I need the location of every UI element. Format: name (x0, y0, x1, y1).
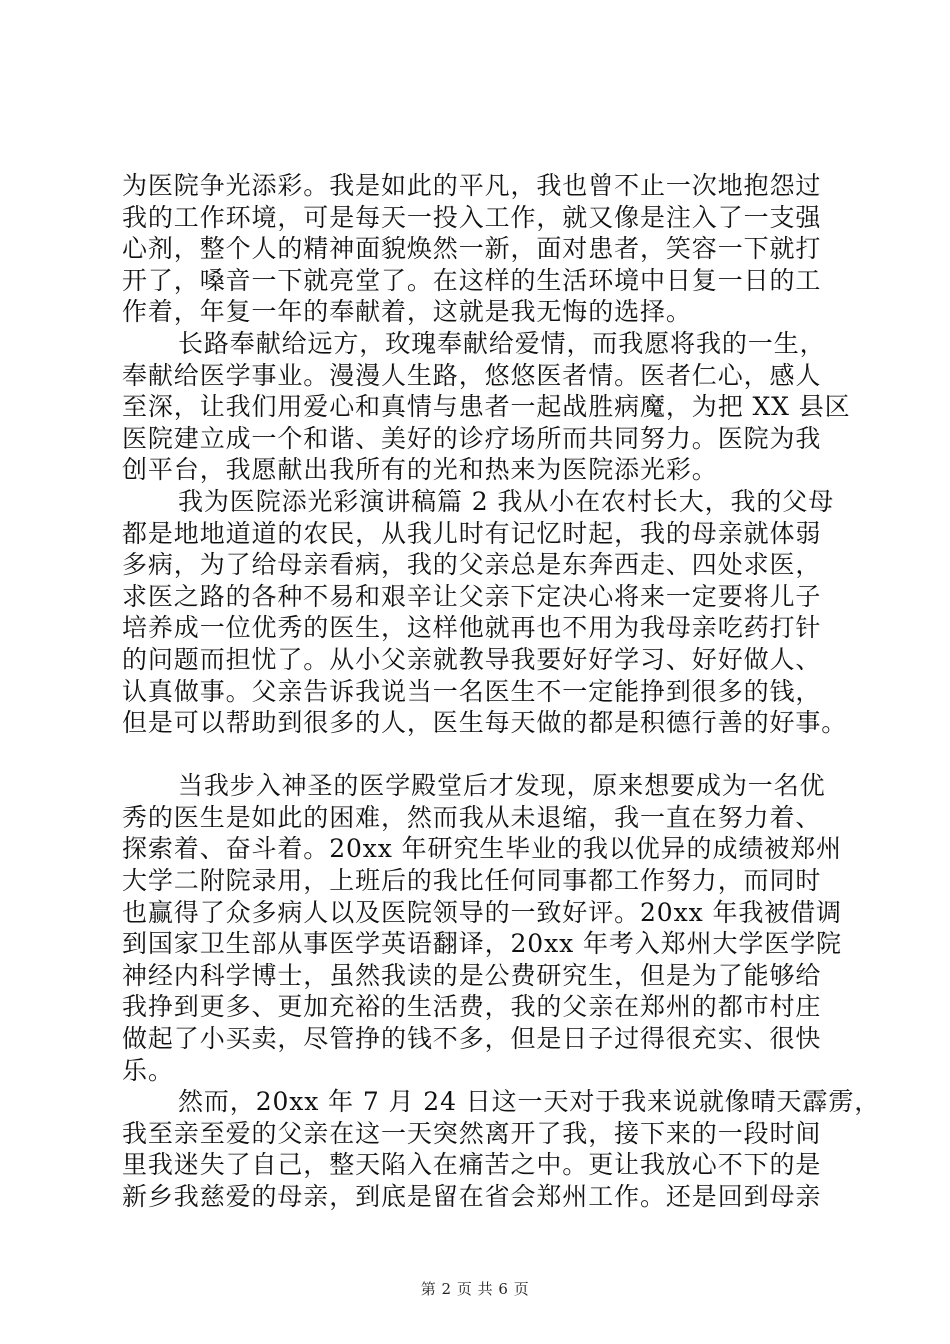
paragraph-start-line: 长路奉献给远方，玫瑰奉献给爱情，而我愿将我的一生， (178, 328, 826, 358)
text-line: 大学二附院录用，上班后的我比任何同事都工作努力，而同时 (122, 866, 822, 896)
text-line: 多病，为了给母亲看病，我的父亲总是东奔西走、四处求医， (122, 550, 822, 580)
text-line: 至深，让我们用爱心和真情与患者一起战胜病魔，为把 XX 县区 (122, 392, 851, 422)
text-line: 创平台，我愿献出我所有的光和热来为医院添光彩。 (122, 455, 718, 485)
text-line: 为医院争光添彩。我是如此的平凡，我也曾不止一次地抱怨过 (122, 171, 822, 200)
text-line: 秀的医生是如此的困难，然而我从未退缩，我一直在努力着、 (122, 802, 822, 832)
text-line: 求医之路的各种不易和艰辛让父亲下定决心将来一定要将儿子 (122, 581, 822, 611)
text-line: 的问题而担忧了。从小父亲就教导我要好好学习、好好做人、 (122, 644, 822, 674)
text-line: 医院建立成一个和谐、美好的诊疗场所而共同努力。医院为我 (122, 423, 822, 453)
text-line: 作着，年复一年的奉献着，这就是我无悔的选择。 (122, 297, 692, 327)
paragraph-start-line: 然而，20xx 年 7 月 24 日这一天对于我来说就像晴天霹雳， (178, 1087, 881, 1117)
page-footer: 第 2 页 共 6 页 (420, 1280, 530, 1298)
text-line: 神经内科学博士，虽然我读的是公费研究生，但是为了能够给 (122, 960, 822, 990)
text-line: 但是可以帮助到很多的人，医生每天做的都是积德行善的好事。 (122, 708, 848, 738)
text-line: 培养成一位优秀的医生，这样他就再也不用为我母亲吃药打针 (122, 613, 822, 643)
text-line: 探索着、奋斗着。20xx 年研究生毕业的我以优异的成绩被郑州 (122, 834, 842, 864)
text-line: 我至亲至爱的父亲在这一天突然离开了我，接下来的一段时间 (122, 1118, 822, 1148)
text-line: 里我迷失了自己，整天陷入在痛苦之中。更让我放心不下的是 (122, 1150, 822, 1180)
text-line: 都是地地道道的农民，从我儿时有记忆时起，我的母亲就体弱 (122, 518, 822, 548)
text-line: 认真做事。父亲告诉我说当一名医生不一定能挣到很多的钱， (122, 676, 822, 706)
text-line: 奉献给医学事业。漫漫人生路，悠悠医者情。医者仁心，感人 (122, 360, 822, 390)
text-line: 乐。 (122, 1055, 174, 1085)
text-line: 我的工作环境，可是每天一投入工作，就又像是注入了一支强 (122, 202, 822, 232)
text-line: 开了，嗓音一下就亮堂了。在这样的生活环境中日复一日的工 (122, 265, 822, 295)
text-line: 心剂，整个人的精神面貌焕然一新，面对患者，笑容一下就打 (122, 234, 822, 264)
text-line: 也赢得了众多病人以及医院领导的一致好评。20xx 年我被借调 (122, 897, 842, 927)
paragraph-start-line: 当我步入神圣的医学殿堂后才发现，原来想要成为一名优 (178, 771, 826, 801)
body-text (122, 170, 881, 1213)
text-line: 新乡我慈爱的母亲，到底是留在省会郑州工作。还是回到母亲 (122, 1182, 822, 1211)
paragraph-start-line: 我为医院添光彩演讲稿篇 2 我从小在农村长大，我的父母 (178, 486, 835, 516)
text-line: 我挣到更多、更加充裕的生活费，我的父亲在郑州的都市村庄 (122, 992, 822, 1022)
blank-line (122, 739, 832, 771)
text-line: 到国家卫生部从事医学英语翻译，20xx 年考入郑州大学医学院 (122, 929, 842, 959)
text-line: 做起了小买卖，尽管挣的钱不多，但是日子过得很充实、很快 (122, 1024, 822, 1054)
